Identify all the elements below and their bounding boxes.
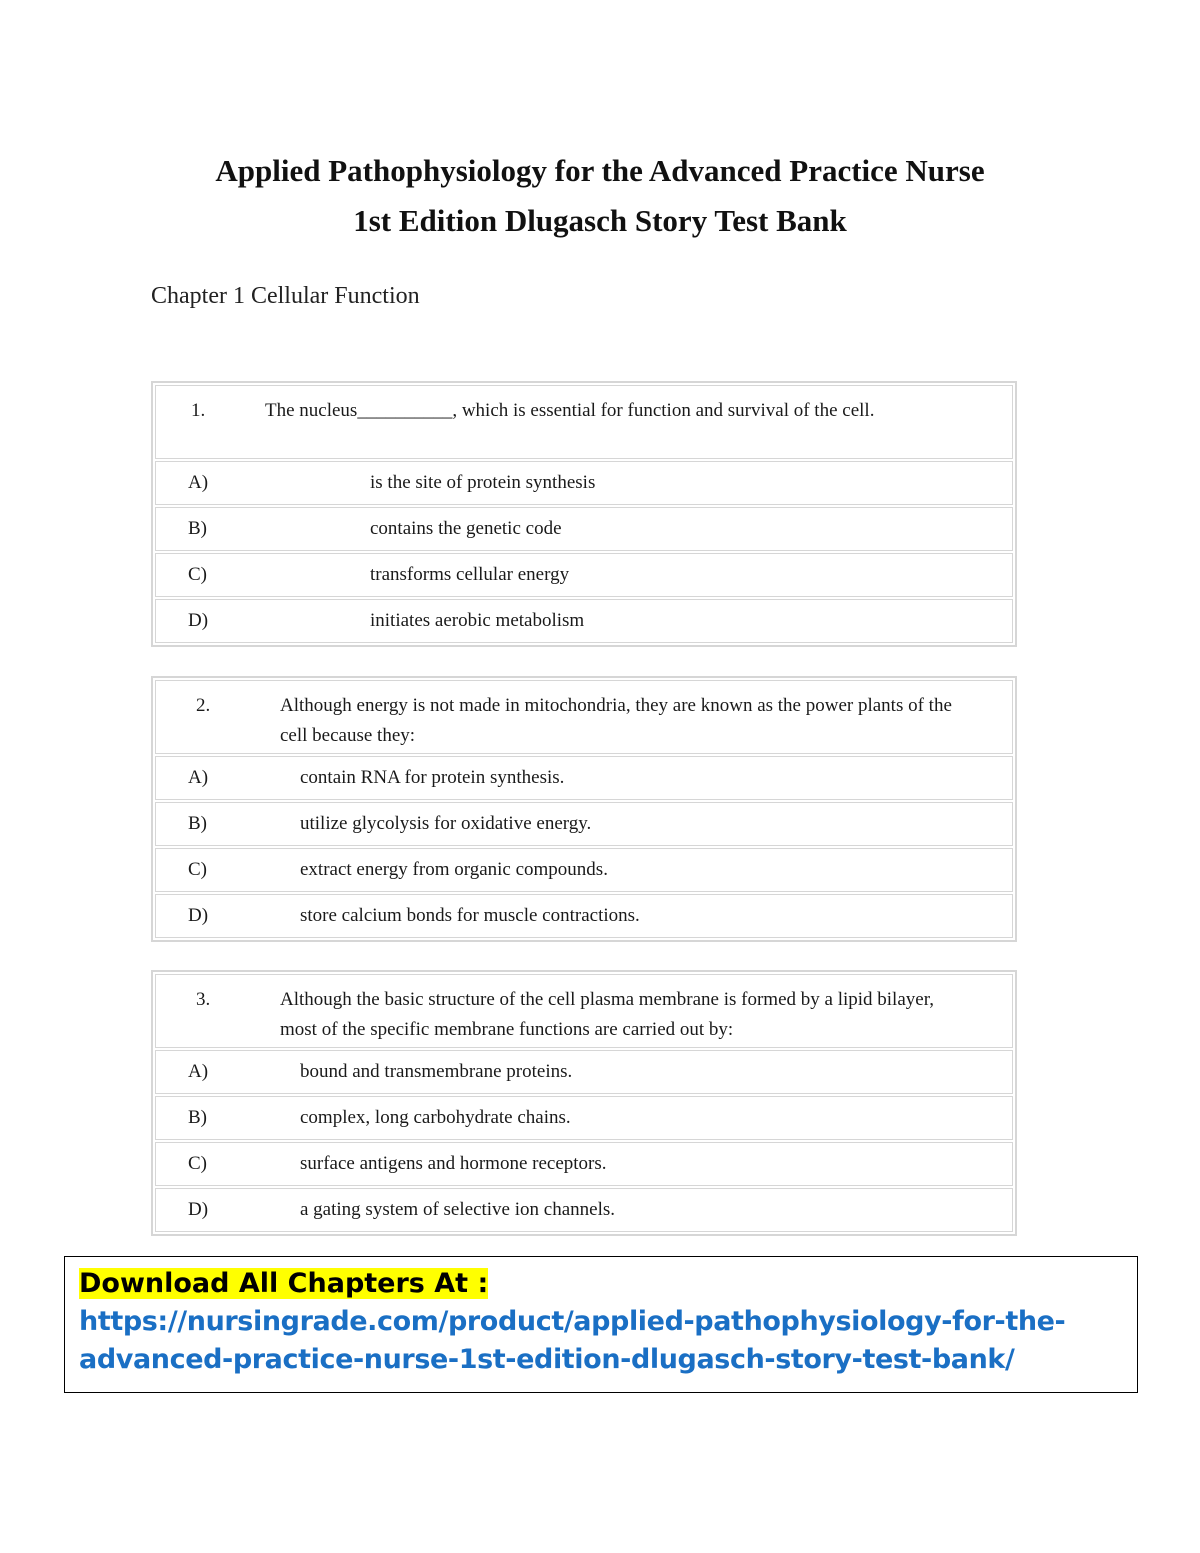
question-2-table [151,676,1017,942]
document-title-line-2: 1st Edition Dlugasch Story Test Bank [353,203,847,238]
option-label: B) [188,813,207,834]
option-row-d[interactable] [155,1188,1013,1232]
option-text: bound and transmembrane proteins. [300,1061,573,1082]
question-row [155,974,1013,1048]
option-row-c[interactable] [155,1142,1013,1186]
option-label: A) [188,1061,209,1082]
option-row-b[interactable] [155,507,1013,551]
option-text: initiates aerobic metabolism [370,610,585,631]
option-label: D) [188,1199,209,1220]
option-label: D) [188,610,209,631]
option-text: complex, long carbohydrate chains. [300,1107,571,1128]
option-row-a[interactable] [155,756,1013,800]
option-row-d[interactable] [155,599,1013,643]
option-text: is the site of protein synthesis [370,472,596,493]
download-box [64,1256,1138,1393]
option-row-c[interactable] [155,848,1013,892]
option-text: a gating system of selective ion channels. [300,1199,615,1220]
question-number: 3. [196,989,211,1010]
option-label: D) [188,905,209,926]
download-label: Download All Chapters At : [79,1268,489,1299]
option-text: contain RNA for protein synthesis. [300,767,565,788]
document-title-line-1: Applied Pathophysiology for the Advanced Practice Nurse [215,153,985,188]
question-1-table [151,381,1017,647]
option-row-b[interactable] [155,1096,1013,1140]
option-text: utilize glycolysis for oxidative energy. [300,813,592,834]
option-text: surface antigens and hormone receptors. [300,1153,607,1174]
option-label: C) [188,1153,207,1174]
question-text: Although energy is not made in mitochondria, they are known as the power plants of the cell because they: [280,695,952,746]
chapter-heading: Chapter 1 Cellular Function [151,283,420,309]
option-label: C) [188,859,207,880]
question-number: 2. [196,695,211,716]
question-row [155,385,1013,459]
question-3-table [151,970,1017,1236]
option-text: contains the genetic code [370,518,562,539]
option-text: transforms cellular energy [370,564,570,585]
option-row-a[interactable] [155,1050,1013,1094]
question-row [155,680,1013,754]
question-text: Although the basic structure of the cell plasma membrane is formed by a lipid bilayer, most of the specific membrane functions are carried out by: [280,989,935,1040]
question-number: 1. [191,400,206,421]
option-label: C) [188,564,207,585]
question-text: The nucleus__________, which is essential for function and survival of the cell. [265,400,875,421]
option-row-a[interactable] [155,461,1013,505]
option-row-d[interactable] [155,894,1013,938]
option-label: A) [188,767,209,788]
option-text: extract energy from organic compounds. [300,859,608,880]
option-text: store calcium bonds for muscle contractions. [300,905,640,926]
option-label: A) [188,472,209,493]
option-row-c[interactable] [155,553,1013,597]
download-link-line-2: advanced-practice-nurse-1st-edition-dlugasch-story-test-bank/ [79,1344,1015,1375]
option-label: B) [188,518,207,539]
option-label: B) [188,1107,207,1128]
download-link-line-1: https://nursingrade.com/product/applied-pathophysiology-for-the- [79,1306,1066,1337]
download-link[interactable] [79,1303,1123,1379]
option-row-b[interactable] [155,802,1013,846]
